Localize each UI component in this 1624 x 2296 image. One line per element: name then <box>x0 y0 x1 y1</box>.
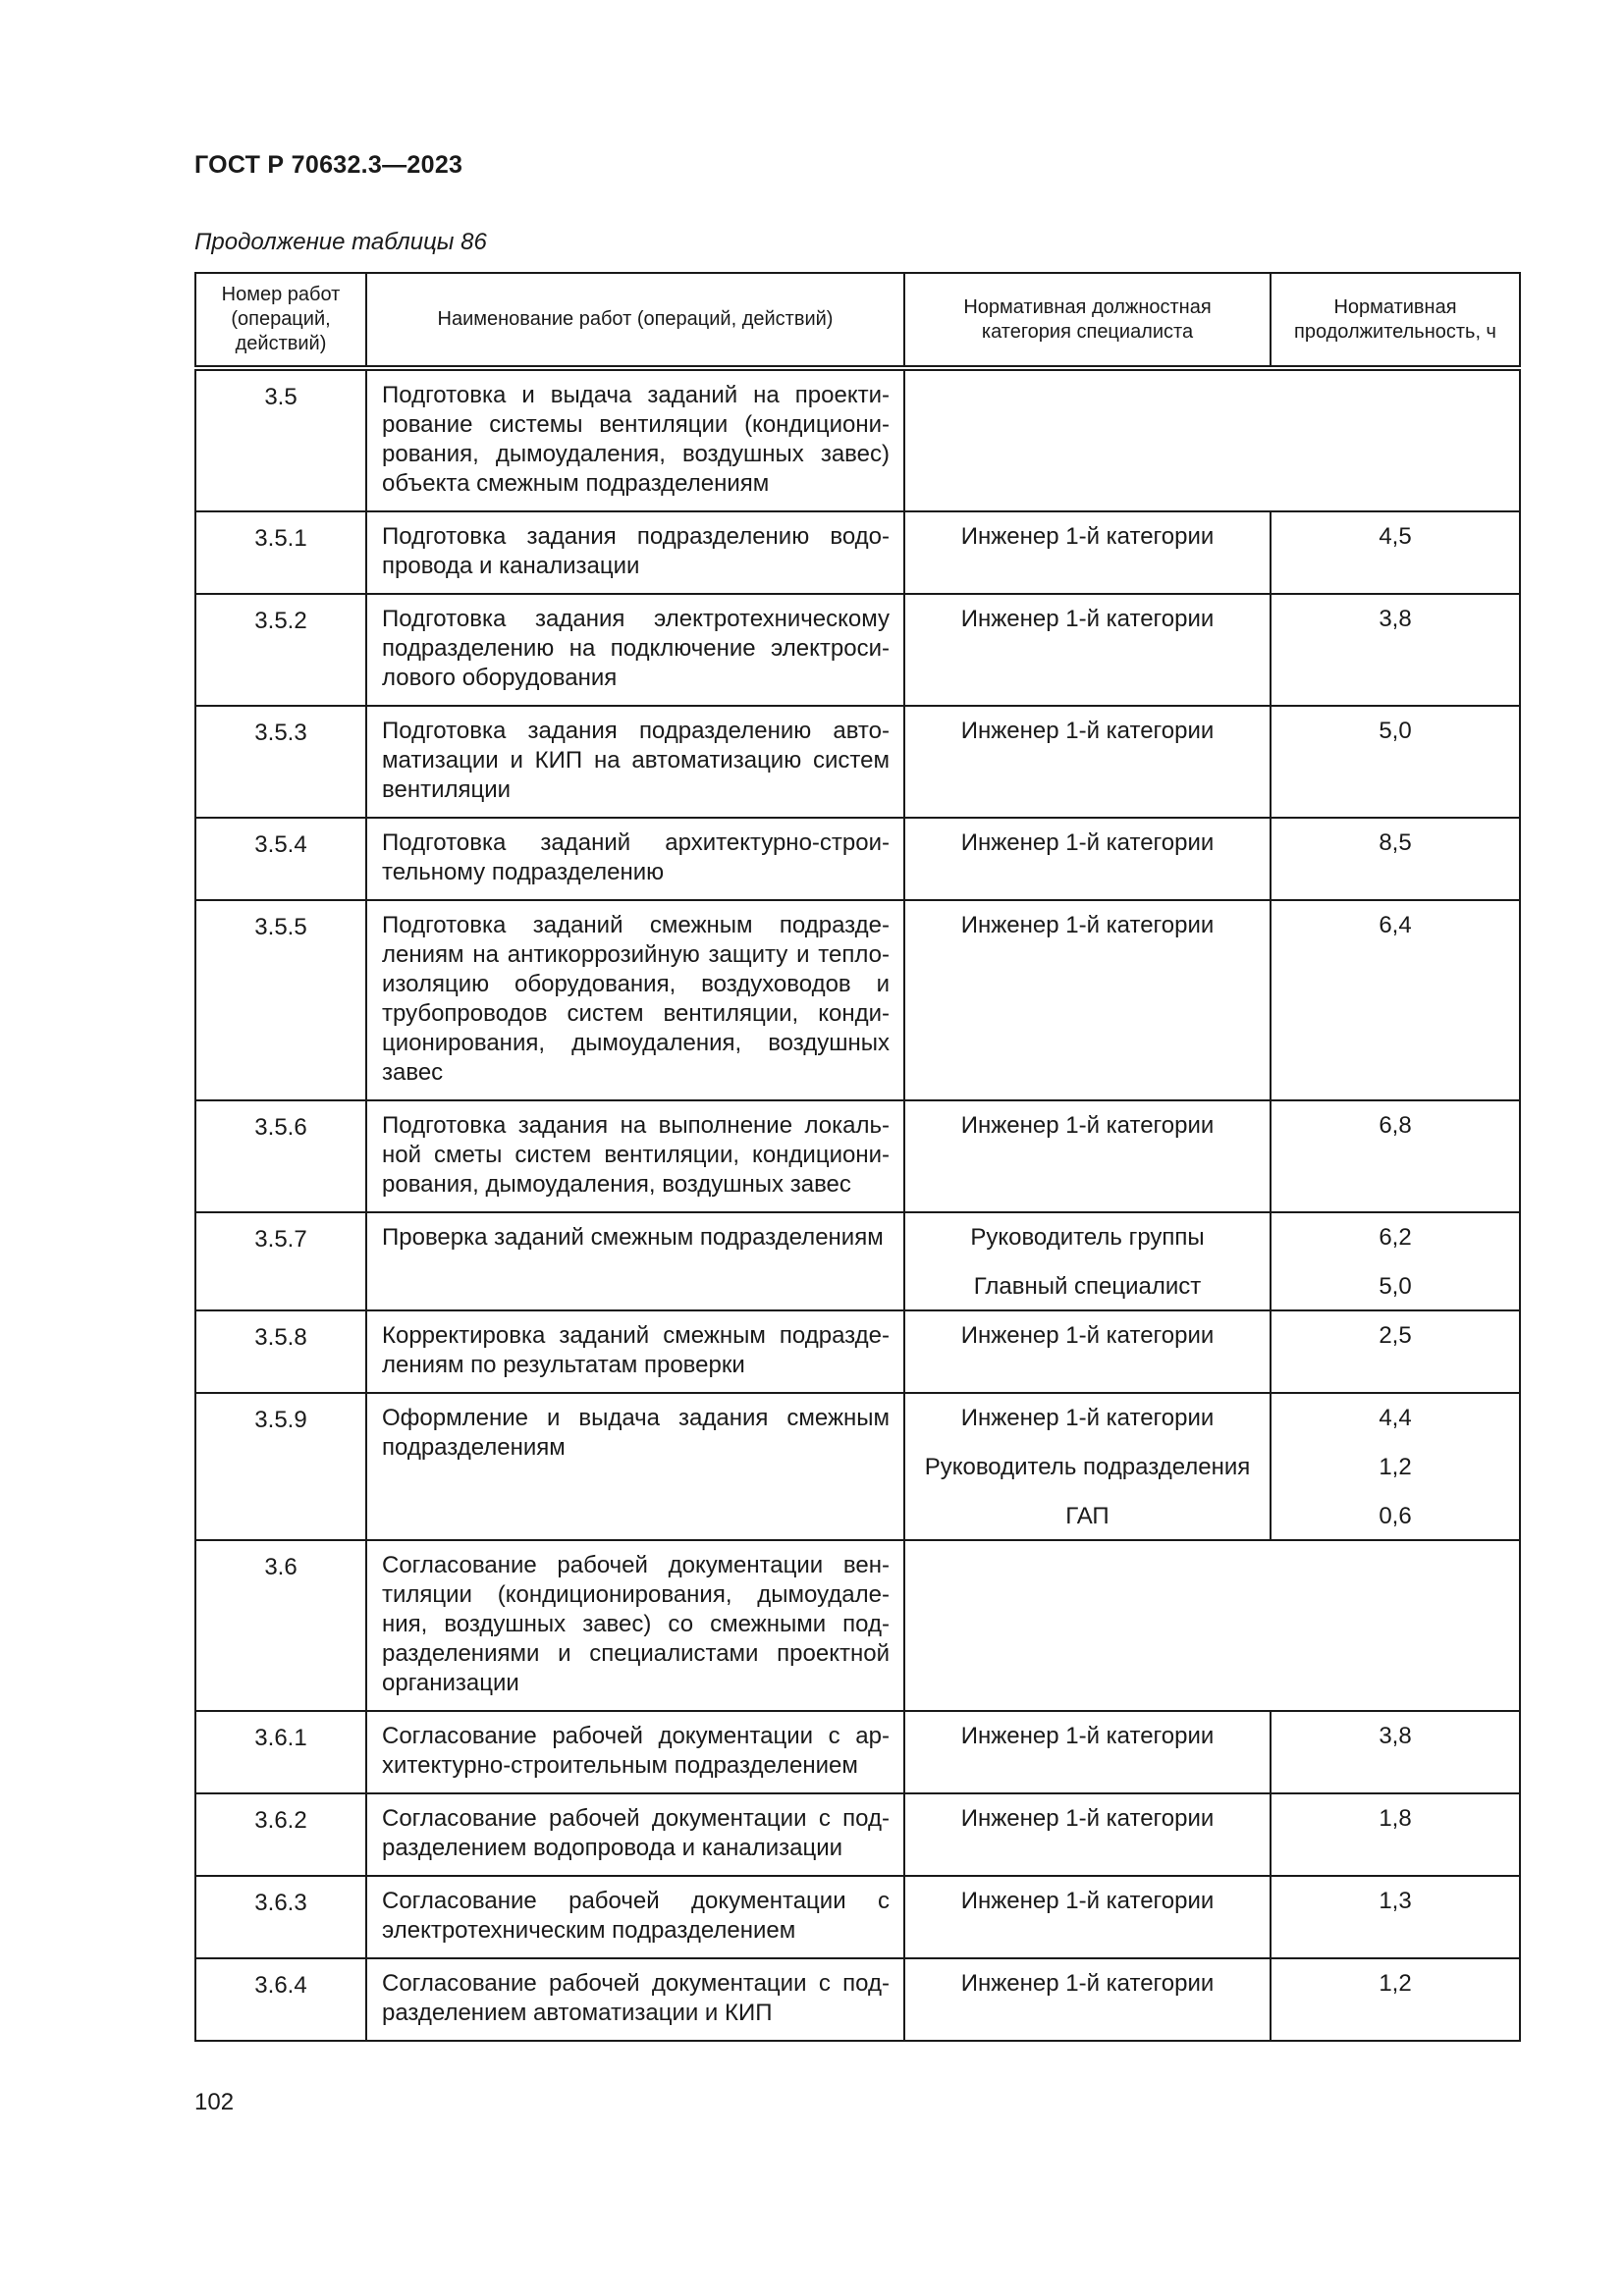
empty-group-cell <box>904 368 1520 511</box>
table-row <box>195 368 1520 511</box>
header-work-name: Наименование работ (операций, действий) <box>366 273 904 368</box>
table-body <box>195 368 1520 2041</box>
table-row <box>195 1540 1520 1711</box>
duration-entry: 2,5 <box>1379 1322 1412 1349</box>
work-number-cell: 3.5.5 <box>195 900 366 1100</box>
duration-cell <box>1271 1958 1520 2041</box>
empty-group-cell <box>904 1540 1520 1711</box>
duration-entry: 8,5 <box>1379 829 1412 856</box>
work-name-cell: Подготовка заданий смежным подразделениям на антикоррозийную защиту и теплоизоляцию оборудования, воздуховодов и трубопроводов систем вентиляции, кондиционирования, дымоудаления, воздушных завес <box>366 900 904 1100</box>
duration-cell <box>1271 900 1520 1100</box>
duration-entry: 4,5 <box>1379 523 1412 550</box>
category-entry: Руководитель группы <box>970 1224 1205 1251</box>
duration-entry: 3,8 <box>1379 606 1412 632</box>
header-work-number: Номер работ (операций, действий) <box>195 273 366 368</box>
duration-entry: 1,3 <box>1379 1888 1412 1914</box>
duration-entry: 1,2 <box>1379 1454 1412 1480</box>
work-name-cell: Подготовка задания подразделению водопровода и канализации <box>366 511 904 594</box>
work-number-cell: 3.5 <box>195 368 366 511</box>
category-entry: Инженер 1-й категории <box>960 606 1215 632</box>
table-row <box>195 706 1520 818</box>
work-number-cell: 3.6.1 <box>195 1711 366 1793</box>
category-entry: Инженер 1-й категории <box>960 1970 1215 1997</box>
work-name-cell: Подготовка и выдача заданий на проектирование системы вентиляции (кондиционирования, дымоудаления, воздушных завес) объекта смежным подразделениям <box>366 368 904 511</box>
work-number-cell: 3.6 <box>195 1540 366 1711</box>
duration-entry: 6,8 <box>1379 1112 1412 1139</box>
duration-entry: 5,0 <box>1379 1273 1412 1300</box>
duration-entry: 6,4 <box>1379 912 1412 938</box>
work-name-cell: Проверка заданий смежным подразделениям <box>366 1212 904 1310</box>
work-name-cell: Подготовка задания на выполнение локальной сметы систем вентиляции, кондиционирования, дымоудаления, воздушных завес <box>366 1100 904 1212</box>
table-row <box>195 511 1520 594</box>
work-number-cell: 3.5.6 <box>195 1100 366 1212</box>
table-row <box>195 818 1520 900</box>
category-entry: Инженер 1-й категории <box>960 718 1215 744</box>
duration-entry: 1,8 <box>1379 1805 1412 1832</box>
category-cell <box>904 594 1271 706</box>
category-entry: Инженер 1-й категории <box>960 1322 1215 1349</box>
work-name-cell: Согласование рабочей документации с электротехническим подразделением <box>366 1876 904 1958</box>
table-row <box>195 1310 1520 1393</box>
category-entry: Руководитель подразделения <box>924 1454 1251 1480</box>
duration-entry: 1,2 <box>1379 1970 1412 1997</box>
work-number-cell: 3.5.7 <box>195 1212 366 1310</box>
table-row <box>195 1393 1520 1540</box>
duration-cell <box>1271 1100 1520 1212</box>
category-entry: ГАП <box>1065 1503 1110 1529</box>
category-cell <box>904 1212 1271 1310</box>
category-entry: Инженер 1-й категории <box>960 1723 1215 1749</box>
work-number-cell: 3.5.8 <box>195 1310 366 1393</box>
header-duration: Нормативная продолжительность, ч <box>1271 273 1520 368</box>
duration-entry: 3,8 <box>1379 1723 1412 1749</box>
category-cell <box>904 1793 1271 1876</box>
work-number-cell: 3.5.2 <box>195 594 366 706</box>
duration-entry: 0,6 <box>1379 1503 1412 1529</box>
document-id: ГОСТ Р 70632.3—2023 <box>194 151 463 179</box>
category-cell <box>904 1958 1271 2041</box>
header-category: Нормативная должностная категория специалиста <box>904 273 1271 368</box>
table-row <box>195 594 1520 706</box>
table-row <box>195 1958 1520 2041</box>
work-number-cell: 3.5.1 <box>195 511 366 594</box>
work-name-cell: Подготовка заданий архитектурно-строительному подразделению <box>366 818 904 900</box>
table-row <box>195 1711 1520 1793</box>
work-name-cell: Подготовка задания подразделению автоматизации и КИП на автоматизацию систем вентиляции <box>366 706 904 818</box>
category-cell <box>904 1100 1271 1212</box>
duration-cell <box>1271 1212 1520 1310</box>
table-row <box>195 1793 1520 1876</box>
work-number-cell: 3.5.9 <box>195 1393 366 1540</box>
table-row <box>195 900 1520 1100</box>
category-cell <box>904 1876 1271 1958</box>
duration-entry: 6,2 <box>1379 1224 1412 1251</box>
category-cell <box>904 1711 1271 1793</box>
duration-cell <box>1271 1310 1520 1393</box>
table-row <box>195 1100 1520 1212</box>
work-name-cell: Оформление и выдача задания смежным подразделениям <box>366 1393 904 1540</box>
table-header-row <box>195 273 1520 368</box>
work-number-cell: 3.5.4 <box>195 818 366 900</box>
category-entry: Главный специалист <box>973 1273 1202 1300</box>
category-cell <box>904 706 1271 818</box>
category-entry: Инженер 1-й категории <box>960 829 1215 856</box>
category-cell <box>904 900 1271 1100</box>
work-name-cell: Согласование рабочей документации с подразделением водопровода и канализации <box>366 1793 904 1876</box>
table-row <box>195 1212 1520 1310</box>
category-cell <box>904 1310 1271 1393</box>
work-name-cell: Согласование рабочей документации с архитектурно-строительным подразделением <box>366 1711 904 1793</box>
work-name-cell: Согласование рабочей документации с подразделением автоматизации и КИП <box>366 1958 904 2041</box>
duration-cell <box>1271 1876 1520 1958</box>
duration-cell <box>1271 594 1520 706</box>
duration-entry: 5,0 <box>1379 718 1412 744</box>
category-cell <box>904 1393 1271 1540</box>
work-name-cell: Корректировка заданий смежным подразделениям по результатам проверки <box>366 1310 904 1393</box>
work-number-cell: 3.6.3 <box>195 1876 366 1958</box>
duration-cell <box>1271 511 1520 594</box>
duration-cell <box>1271 1393 1520 1540</box>
duration-cell <box>1271 706 1520 818</box>
work-name-cell: Подготовка задания электротехническому подразделению на подключение электросилового оборудования <box>366 594 904 706</box>
work-number-cell: 3.6.2 <box>195 1793 366 1876</box>
duration-entry: 4,4 <box>1379 1405 1412 1431</box>
category-entry: Инженер 1-й категории <box>960 1112 1215 1139</box>
table-row <box>195 1876 1520 1958</box>
page-number: 102 <box>194 2089 235 2115</box>
duration-cell <box>1271 1711 1520 1793</box>
category-entry: Инженер 1-й категории <box>960 1405 1215 1431</box>
work-number-cell: 3.5.3 <box>195 706 366 818</box>
work-name-cell: Согласование рабочей документации вентиляции (кондиционирования, дымоудаления, воздушных завес) со смежными подразделениями и специалистами проектной организации <box>366 1540 904 1711</box>
duration-cell <box>1271 818 1520 900</box>
category-cell <box>904 511 1271 594</box>
category-entry: Инженер 1-й категории <box>960 523 1215 550</box>
category-entry: Инженер 1-й категории <box>960 912 1215 938</box>
work-number-cell: 3.6.4 <box>195 1958 366 2041</box>
category-entry: Инженер 1-й категории <box>960 1805 1215 1832</box>
norms-table <box>194 272 1521 2042</box>
category-entry: Инженер 1-й категории <box>960 1888 1215 1914</box>
duration-cell <box>1271 1793 1520 1876</box>
table-caption: Продолжение таблицы 86 <box>194 229 487 255</box>
category-cell <box>904 818 1271 900</box>
